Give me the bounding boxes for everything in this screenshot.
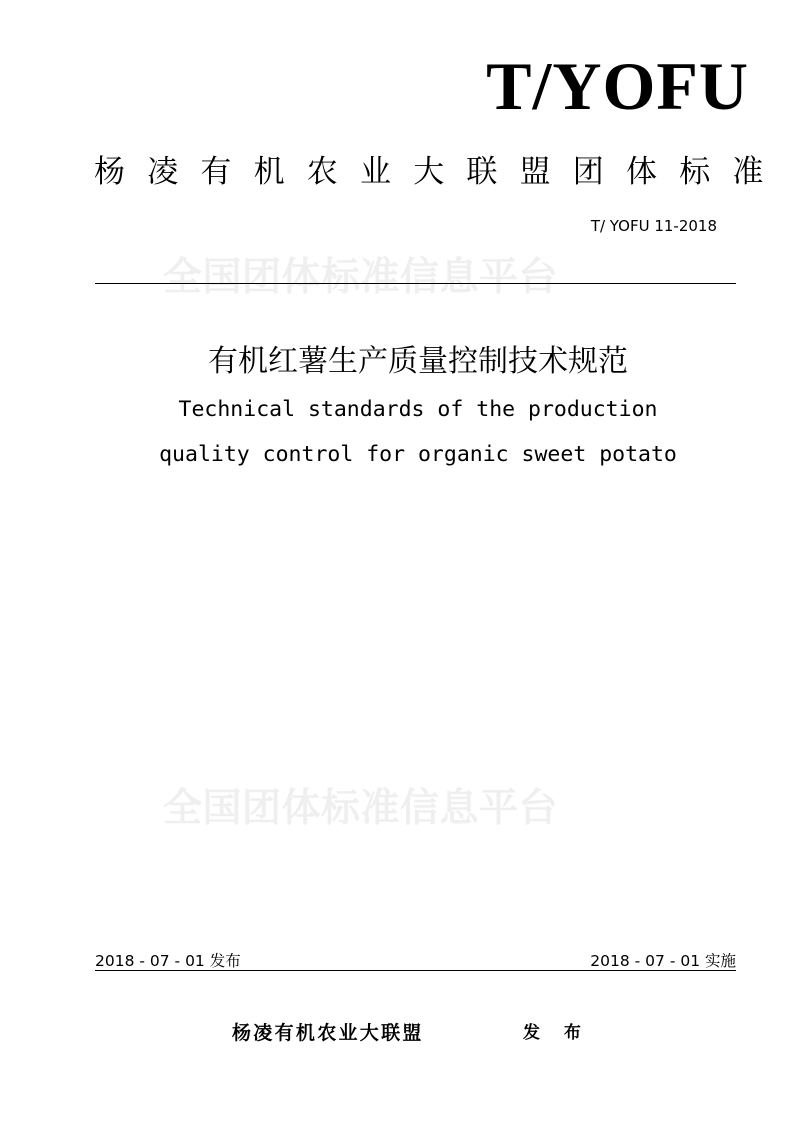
publish-label: 发 布 (523, 1023, 590, 1043)
watermark-middle: 全国团体标准信息平台 (163, 786, 559, 831)
document-title-english-line-2: quality control for organic sweet potato (159, 442, 677, 467)
issue-date: 2018 - 07 - 01 发布 (95, 952, 241, 970)
implementation-date: 2018 - 07 - 01 实施 (590, 952, 736, 970)
footer-divider (95, 970, 736, 971)
document-title-chinese: 有机红薯生产质量控制技术规范 (208, 344, 628, 379)
standard-code-mark: T/YOFU (486, 48, 749, 124)
standard-number: T/ YOFU 11-2018 (590, 217, 717, 235)
document-title-english-line-1: Technical standards of the production (178, 397, 658, 422)
header-divider (95, 283, 736, 284)
organization-standard-title: 杨凌有机农业大联盟团体标准 (94, 154, 786, 190)
publisher-name: 杨凌有机农业大联盟 (232, 1022, 424, 1044)
watermark-top: 全国团体标准信息平台 (163, 255, 559, 300)
